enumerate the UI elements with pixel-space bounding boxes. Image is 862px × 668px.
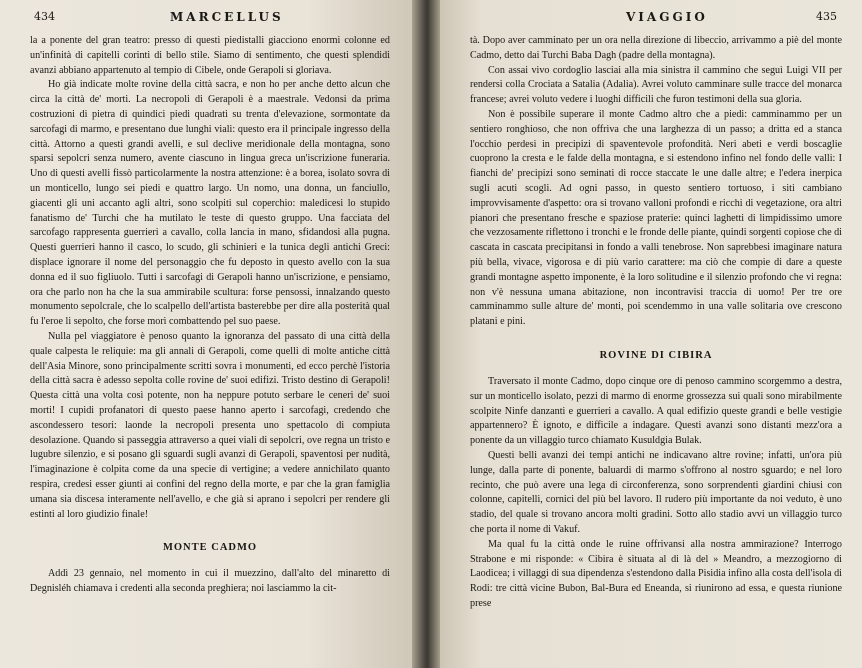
page-number: 434 [34, 10, 55, 23]
paragraph: la a ponente del gran teatro: presso di questi piedistalli giacciono enormi colonne ed un'infinità di capitelli corinti di bello stile. Siamo di sentimento, che questi splendidi avanzi abbiano appartenuto al tempio di Cibele, onde Gerapoli si gloriava. [30, 35, 390, 76]
paragraph: Non è possibile superare il monte Cadmo altro che a piedi: camminammo per un sentiero ronghioso, che non offriva che una larghezza di un passo; a dritta ed a stanca l'occhio perdesi in precipizi di spaventevole profondità. Neri abeti e verdi boscaglie cuoprono la cresta e le falde della montagna, e si estendono infino nel fondo delle valli: I fianchi de' precipizi sono seminati di rocce staccate le une dalle altre; e l'edera inerpica sugli acuti scogli. Ad ogni passo, in questo sentiero tortuoso, i siti cambiano improvvisamente d'aspetto: ora si trovano valloni profondi e ricchi di vegetazione, ora altri pianori che presentano fresche e spaziose praterie: quinci laghetti di limpidissimo umore che vezzosamente riflettono i tronchi e le fronde delle piante, quindi sorgenti copiose che di cascata in cascata precipitansi in fondo a valli tenebrose. Non saprebbesi imaginare natura più bella, vivace, vigorosa e di più vario carattere: ma ciò che compie di dare a queste grandi montagne aspetto imponente, è la loro solitudine e il silenzio profondo che vi regna: non v'è nessuna umana abitazione, non incontravisi traccia di uomo! Per tre ore camminammo sulle alture de' monti, poi scendemmo in una valle solitaria ove crescono platani e pini. [470, 108, 842, 328]
running-head: MARCELLUS [170, 10, 284, 24]
page-body [470, 34, 842, 612]
paragraph: tà. Dopo aver camminato per un ora nella direzione di libeccio, arrivammo a piè del monte Cadmo, detto dai Turchi Baba Dagh (padre della montagna). [470, 35, 842, 61]
paragraph: Traversato il monte Cadmo, dopo cinque ore di penoso cammino scorgemmo a destra, sur un monticello isolato, pezzi di marmo di enorme grossezza sui quali sono mirabilmente scolpite Ninfe danzanti e guerrieri a cavallo. A qual edifizio queste grandi e belle vestigie appartennero? È ignoto, e difficile a indagare. Questi avanzi sono distanti mezz'ora a ponente da un villaggio turco chiamato Kusuldgia Bulak. [470, 375, 842, 447]
paragraph: Addì 23 gennaio, nel momento in cui il muezzino, dall'alto del minaretto di Degnisléh chiamava i credenti alla seconda preghiera; noi lasciammo la cit- [30, 568, 390, 595]
section-heading: MONTE CADMO [162, 542, 258, 554]
page-body [30, 34, 390, 597]
page-number: 435 [816, 10, 837, 23]
paragraph: Ho già indicate molte rovine della città sacra, e non ho per anche detto alcun che circa la città de' morti. La necropoli di Gerapoli è a maestrale. Vedonsi da prima costruzioni di pietra di quindici piedi quadrati su trenta d'elevazione, sormontate da sarcofagi di marmo, e presentano due lunghi viali: questo era il principale ingresso della città. Attorno a questi grandi avelli, e sul declive meridionale della montagna, sono sparsi sepolcri senza numero, avente ciascuno in lingua greca un'iscrizione funeraria. Uno di questi avelli fissò particolarmente la nostra attenzione: è a borea, isolato sovra di un monticello, lungo sei piedi e quattro largo. Un nomo, una donna, un fanciullo, giacenti gli uni accanto agli altri, sono scolpiti sul coperchio: maledicesi lo stupido fanatismo de' Turchi che ha mutilato le teste di questo gruppo. Una facciata del sarcofago rappresenta guerrieri a cavallo, colla lancia in mano, sfidandosi alla pugna. Questi guerrieri hanno il casco, lo scudo, gli schinieri e la tunica degli antichi Greci: displace ignorare il nome del personaggio che fu deposto in questo avello con la sua donna ed il suo figliuolo. Tutti i sarcofagi di Gerapoli hanno un'iscrizione, e pensiamo, ora che parlo non ha che la sua ammirabile scultura: forse pensossi, innalzando questo monumento sepolcrale, che lo scalpello dell'artista basterebbe per dire alla posterità qual fu l'eroe li sepolto, che forse morì combattendo pel suo paese. [30, 79, 390, 328]
running-head: VIAGGIO [626, 10, 708, 24]
right-page [440, 0, 862, 668]
section-heading: ROVINE DI CIBIRA [599, 349, 713, 361]
paragraph: Questi belli avanzi dei tempi antichi ne indicavano altre rovine; infatti, un'ora più lunge, dalla parte di ponente, baluardi di marmo s'offrono al nostro sguardo; e nel loro recinto, che può avere una lega di circonferenza, sono sorprendenti giardini chiusi con colonne, capitelli, cornici del più bel lavoro. Il rudero più importante da noi veduto, è uno stadio, del quale si trovano ancora molti gradini. Sotto allo stadio avvi un villaggio turco che porta il nome di Vakuf. [470, 449, 842, 535]
paragraph: Con assai vivo cordoglio lasciai alla mia sinistra il cammino che seguì Luigi VII per rendersi colla Crociata a Satalia (Adalia). Avrei voluto camminare sulle tracce del monarca francese; avrei voluto vedere i luoghi difficili che furon testimoni della sua gloria. [470, 64, 842, 106]
book-gutter [412, 0, 440, 668]
left-page [0, 0, 412, 668]
paragraph: Nulla pel viaggiatore è penoso quanto la ignoranza del passato di una città della quale calpesta le reliquie: ma gli annali di Gerapoli, come quelli di molte antiche città dell'Asia Minore, sono principalmente scritti sovra i monumenti, ed ecco perchè l'istoria della città sacra è adesso sepolta colle rovine de' suoi edifizi. Tristo destino di Gerapoli! Questa città una volta così potente, non ha neppure potuto serbare le ceneri de' suoi morti! I cupidi profanatori di questo paese hanno aperto i sarcofagi, credendo che ascondessero tesori: laonde la necropoli presenta uno spettacolo di compiuta desolazione. Quando si passeggia attraverso a quei viali di sepolcri, ove regna un tristo e lugubre silenzio, e si posano gli sguardi sugli avanzi di Gerapoli, spaventosi per nudità, l'imaginazione è colpita come da una specie di vertigine; a vedere annichilato quanto respira, credesi esser giunti ai confini del regno della morte, e par che la gran famiglia umana sia discesa interamente nell'avello, e che già si aprano i sepolcri per rendere gli estinti al loro giudizio finale! [30, 330, 390, 520]
paragraph: Ma qual fu la città onde le ruine offrivansi alla nostra ammirazione? Interrogo Strabone e mi risponde: « Cibira è situata al di là del » Meandro, a mezzogiorno di Laodicea; i villaggi di sua dipendenza s'estendono dalla Pisidia infino alla costa dell'isola di Rodi: tre città vicine Bubon, Bal-Bura ed Eneanda, si riunirono ad essa, e questa riunione prese [470, 538, 842, 609]
